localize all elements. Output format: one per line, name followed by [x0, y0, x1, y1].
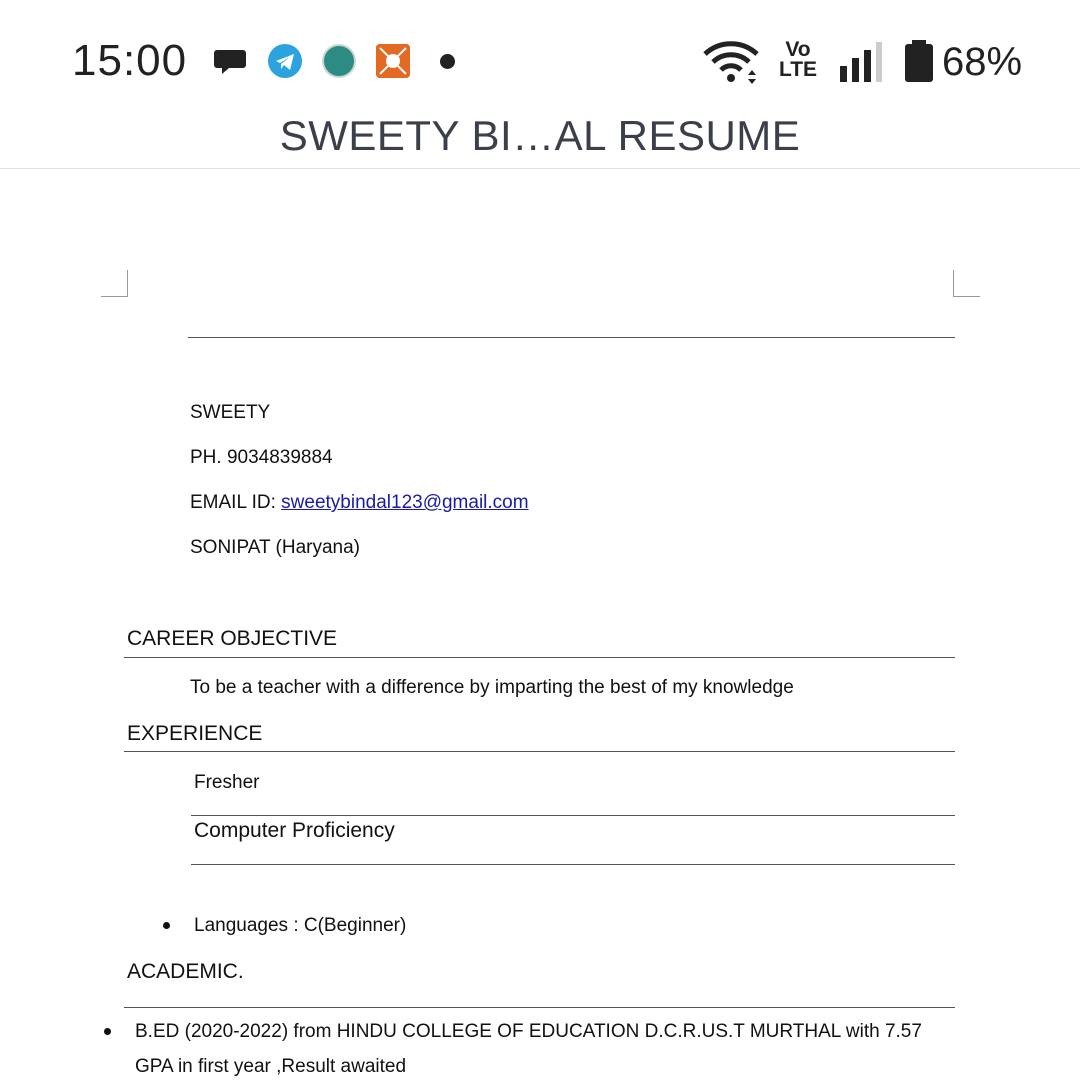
computer-proficiency-heading: Computer Proficiency [194, 819, 395, 842]
status-bar [0, 0, 1080, 120]
resume-location: SONIPAT (Haryana) [190, 537, 360, 558]
telegram-icon [268, 44, 302, 78]
languages-item: Languages : C(Beginner) [194, 915, 407, 936]
chat-bubble-icon [213, 44, 247, 78]
document-title: SWEETY BI…AL RESUME [279, 112, 801, 159]
section-rule [124, 1007, 955, 1008]
bullet-icon [163, 922, 170, 929]
academic-heading: ACADEMIC. [127, 960, 244, 983]
page-corner-marker [953, 270, 980, 297]
page-corner-marker [101, 270, 128, 297]
resume-email-line [190, 492, 529, 514]
career-objective-text: To be a teacher with a difference by imparting the best of my knowledge [190, 677, 794, 698]
header-rule [188, 337, 955, 338]
experience-heading: EXPERIENCE [127, 722, 263, 745]
battery-icon [903, 40, 935, 84]
bullet-icon [104, 1028, 111, 1035]
section-rule [124, 751, 955, 752]
email-label: EMAIL ID: [190, 492, 282, 513]
volte-label: Vo [785, 38, 811, 61]
notification-dot-icon [440, 54, 455, 69]
volte-indicator [778, 40, 818, 80]
battery-percent: 68% [942, 40, 1023, 84]
lte-label: LTE [778, 58, 818, 81]
signal-strength-icon [838, 40, 884, 84]
title-divider [0, 168, 1080, 169]
section-rule [124, 657, 955, 658]
career-objective-heading: CAREER OBJECTIVE [127, 627, 338, 650]
clock: 15:00 [72, 36, 188, 85]
section-rule [191, 864, 955, 865]
experience-text: Fresher [194, 772, 260, 793]
mission-app-icon [322, 44, 356, 78]
resume-phone: PH. 9034839884 [190, 447, 333, 468]
email-link[interactable]: sweetybindal123@gmail.com [281, 492, 529, 513]
orange-app-icon [376, 44, 410, 78]
academic-item-line1: B.ED (2020-2022) from HINDU COLLEGE OF EDUCATION D.C.R.US.T MURTHAL with 7.57 [135, 1021, 922, 1042]
academic-item-line2: GPA in first year ,Result awaited [135, 1056, 407, 1077]
resume-name: SWEETY [190, 402, 271, 423]
wifi-icon [702, 40, 760, 84]
section-rule [191, 815, 955, 816]
